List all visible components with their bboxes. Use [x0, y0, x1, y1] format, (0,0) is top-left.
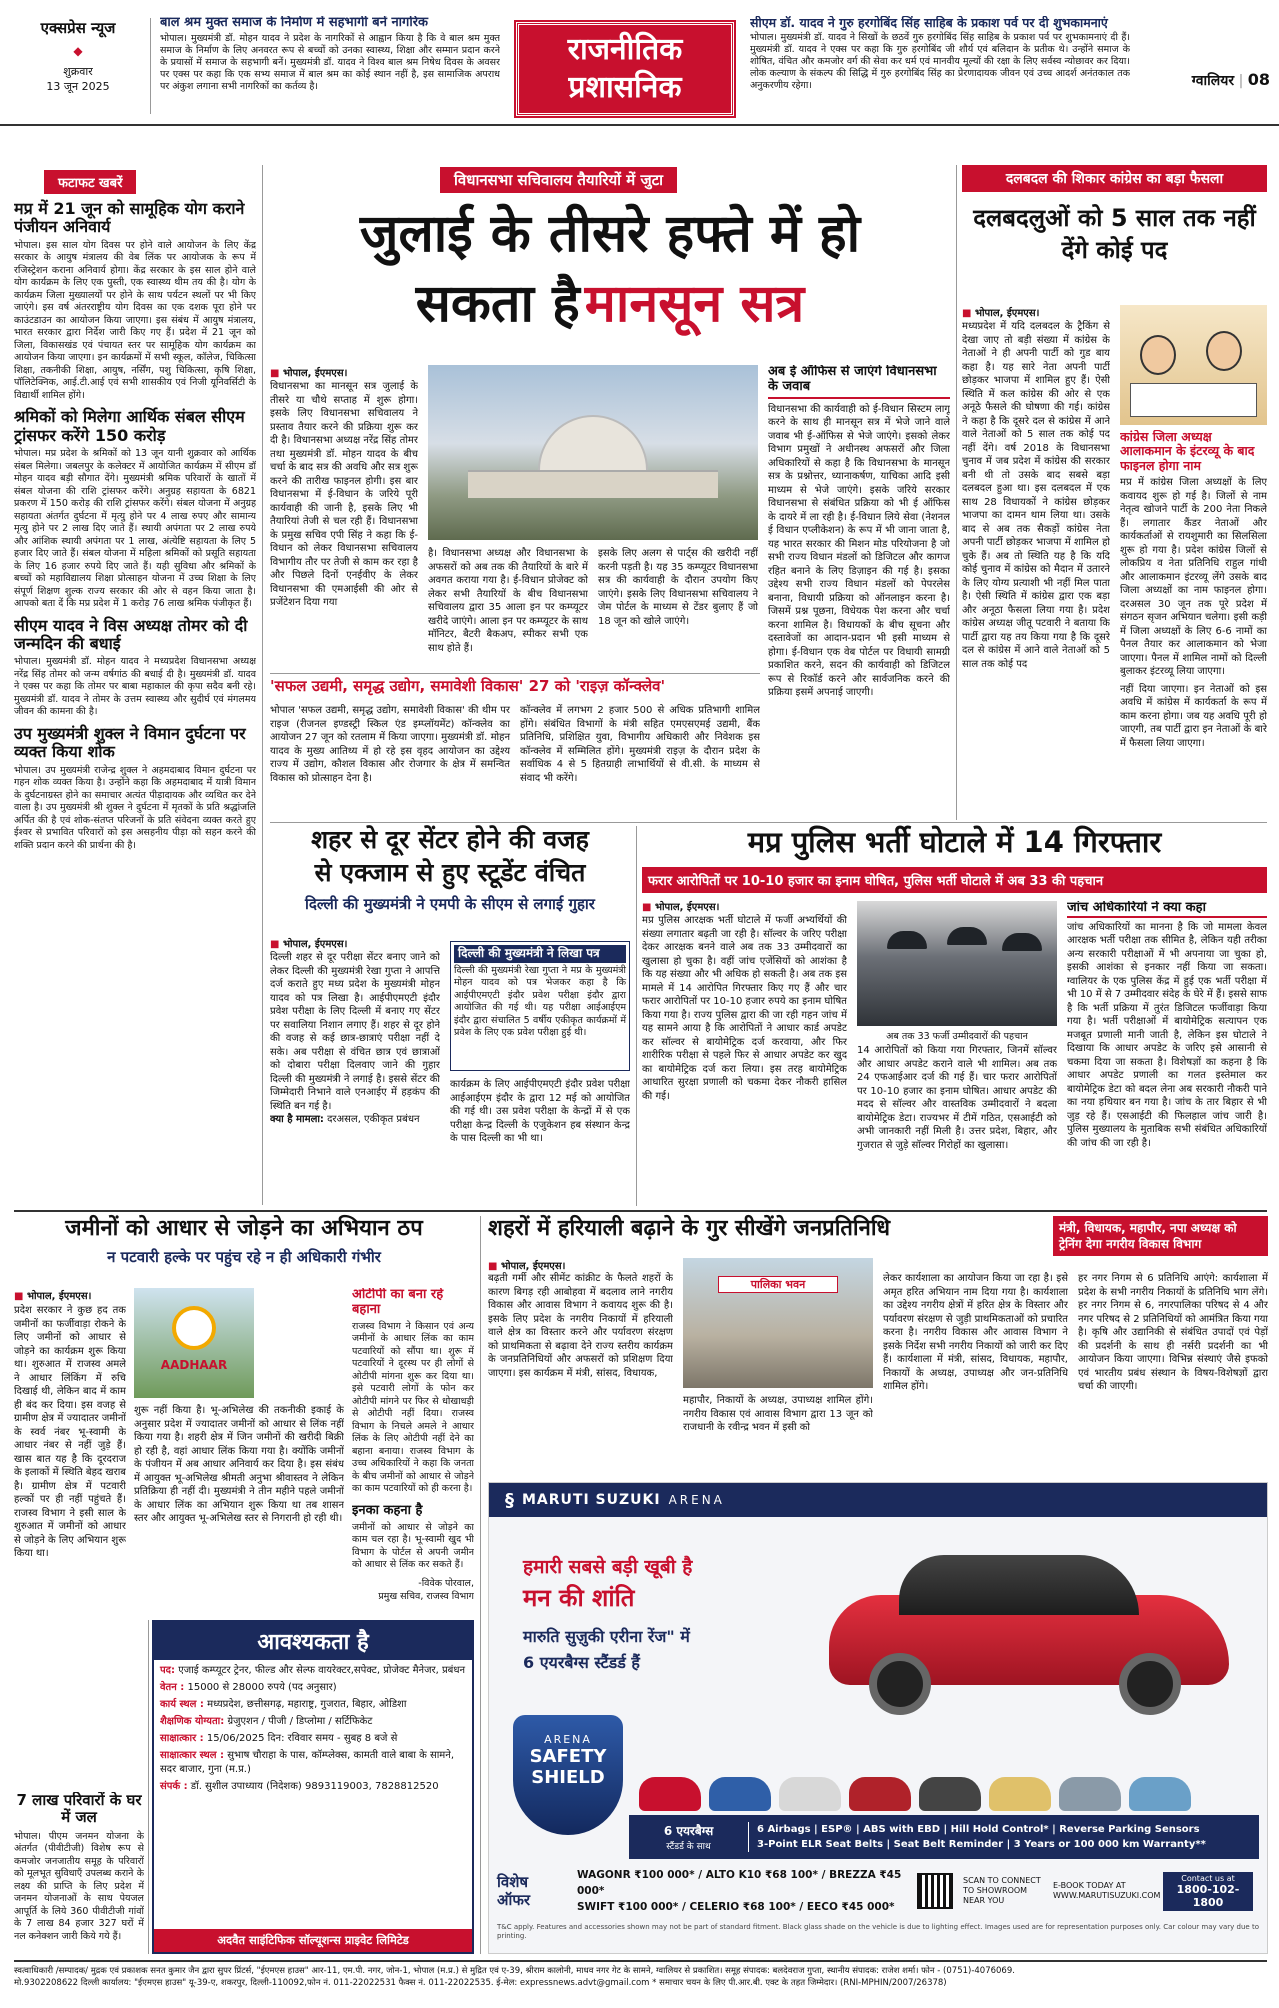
- bullet-icon: ■: [488, 1261, 501, 1272]
- defectors-body-2: नहीं दिया जाएगा। इन नेताओं को इस अवधि में कांग्रेस में कार्यकर्ता के रूप में काम करना होगा। जब यह अवधि पूरी हो जाएगी, तब पार्टी द्वारा इन नेताओं के बारे में फैसला लिया जाएगा।: [1120, 683, 1267, 749]
- jobs-row-label: संपर्क :: [160, 1781, 188, 1792]
- police-officers-title: जांच अधिकारियों ने क्या कहा: [1067, 901, 1267, 918]
- exam-story: [270, 826, 630, 1206]
- scan-text: SCAN TO CONNECT TO SHOWROOM NEAR YOU: [963, 1876, 1041, 1905]
- fatafat-column: [14, 170, 256, 1208]
- masthead-right-body: भोपाल। मुख्यमंत्री डॉ. यादव ने सिखों के छठवें गुरु हरगोबिंद सिंह साहिब के प्रकाश पर्व पर शुभकामनाएं दी हैं। मुख्यमंत्री डॉ. यादव ने एक्स पर कहा कि गुरु हरगोबिंद जी शौर्य एवं बलिदान के प्रतीक थे। उन्होंने समाज के शोषित, वंचित और कमजोर वर्ग की सेवा कर धर्म एवं मानवीय मूल्यों की रक्षा के लिए सर्वस्व न्योछावर कर दिया। लोक कल्याण के संकल्प की सिद्धि में गुरु हरगोबिंद सिंह का प्रेरणादायक जीवन एवं उच्च आदर्श अनंतकाल तक अनुकरणीय रहेगा।: [750, 32, 1130, 92]
- brand-name: एक्सप्रेस न्यूज: [40, 19, 116, 37]
- fatafat-item-body: भोपाल। मप्र प्रदेश के श्रमिकों को 13 जून यानी शुक्रवार को आर्थिक संबल मिलेगा। जबलपुर के कलेक्टर में आयोजित कार्यक्रम में सीएम डॉ मोहन यादव बड़ी सौगात देंगे। मुख्यमंत्री श्रमिक परिवारों के खातों में संबल योजना की राशि ट्रांसफर करेंगे। अनुग्रह सहायता के 6821 प्रकरण में 150 करोड़ की राशि ट्रांसफर करेंगे। संबल योजना में अनुग्रह सहायता अंतर्गत दुर्घटना में मृत्यु होने पर 4 लाख रुपए और सामान्य मृत्यु होने पर 2 लाख दिए जाते हैं। स्थायी अपंगता पर 2 लाख रुपये और आंशिक स्थायी अपंगता पर 1 लाख, अंत्येष्टि सहायता के लिए 5 हजार दिए जाते हैं। संबल योजना में महिला श्रमिकों को प्रसूति सहायता के लिए 16 हजार रुपये दिए जाते हैं। यही सुविधा और श्रमिकों के बच्चों को महाविद्यालय शिक्षा प्रोत्साहन योजना में उच्च शिक्षा के लिए संपूर्ण शिक्षण शुल्क राज्य सरकार की ओर से वहन किया जाता है। आपको बता दें कि मप्र प्रदेश में 1 करोड़ 76 लाख श्रमिक पंजीकृत हैं।: [14, 448, 256, 610]
- imprint-line-1: स्वत्वाधिकारी /सम्पादक/ मुद्रक एवं प्रकाशक सनत कुमार जैन द्वारा सुपर प्रिंटर्स, "ईएमएस हाउस" आर-11, एम.पी. नगर, जोन-1, भोपाल (म.प्र.) से मुद्रित एवं ए-39, श्रीराम कालोनी, माधव नगर गेट के सामने, ग्वालियर से प्रकाशित। समूह संपादक: बलदेवराज गुप्ता, स्थानीय संपादक: राजेश शर्मा। फोन - (0751)-4076069.: [14, 1966, 1015, 1976]
- fatafat-item-title: श्रमिकों को मिलेगा आर्थिक संबल सीएम ट्रांसफर करेंगे 150 करोड़: [14, 407, 245, 445]
- conclave-col-2: कॉन्क्लेव में लगभग 2 हजार 500 से अधिक प्रतिभागी शामिल होंगे। संबंधित विभागों के मंत्री सहित एमएसएमई उद्यमी, बैंक प्रतिनिधि, प्रशिक्षित युवा, विभागीय अधिकारी और निवेशक इस कॉन्क्लेव में सम्मिलित होंगे। मुख्यमंत्री राइज़ के दौरान प्रदेश के सर्वाधिक 4 से 5 हितग्राही लाभार्थियों से वी.सी. के माध्यम से संवाद भी करेंगे।: [520, 705, 760, 784]
- greenery-col-3: लेकर कार्यशाला का आयोजन किया जा रहा है। इसे अमृत हरित अभियान नाम दिया गया है। कार्यशाला का उद्देश्य नगरीय क्षेत्रों में हरित क्षेत्र के विस्तार और पर्यावरण संरक्षण से जुड़ी प्राथमिकताओं को प्रचारित करना है। नगरीय विकास और आवास विभाग ने इसके निर्देश सभी नगरीय निकायों को जारी कर दिए हैं। कार्यशाला में मंत्री, सांसद, विधायक, महापौर, निकायों के अध्यक्ष, उपाध्यक्ष और जन-प्रतिनिधि शामिल होंगे।: [883, 1273, 1068, 1392]
- byline-text: भोपाल, ईएमएस।: [282, 368, 348, 379]
- fatafat-item: [14, 617, 256, 719]
- monsoon-byline: [270, 365, 347, 379]
- police-photo: [857, 901, 1057, 1026]
- municipal-board-text: पालिका भवन: [718, 1276, 838, 1293]
- car-thumb: [709, 1777, 771, 1811]
- exam-letter-body: दिल्ली की मुख्यमंत्री रेखा गुप्ता ने मप्र के मुख्यमंत्री मोहन यादव को पत्र भेजकर कहा है कि आईपीएमएटी इंदौर प्रवेश परीक्षा इंदौर द्वारा आयोजित की गई थी। यह परीक्षा आईआईएम इंदौर द्वारा संचालित 5 वर्षीय एकीकृत कार्यक्रमों में प्रवेश के लिए एक प्रवेश परीक्षा हुई थी।: [454, 964, 626, 1039]
- exam-deck: दिल्ली की मुख्यमंत्री ने एमपी के सीएम से लगाई गुहार: [305, 894, 595, 913]
- issue-day: शुक्रवार: [63, 65, 93, 78]
- issue-date: 13 जून 2025: [46, 80, 110, 93]
- water-story: [14, 1792, 144, 1954]
- exam-headline-2: से एक्जाम से हुए स्टूडेंट वंचित: [314, 857, 586, 887]
- district-president-body: मप्र में कांग्रेस जिला अध्यक्षों के लिए कवायद शुरू हो गई है। जिलों से नाम नेतृत्व खोजने पार्टी के 200 नेता निकले हैं। लगातार कैंडर नेताओं और कार्यकर्ताओं से रायशुमारी का सिलसिला शुरू हो गया है। प्रदेश कांग्रेस जिलों से लोकप्रिय व नेता प्रतिनिधि राहुल गांधी और आलाकमान इंटरव्यू लेंगे उसके बाद जिला अध्यक्षों का नाम फाइनल होगा। दरअसल 30 जून तक पूरे प्रदेश में संगठन सृजन अभियान चलेगा। इसी कड़ी में जिला अध्यक्षों के लिए 6-6 नामों का पैनल तैयार कर आलाकमान को भेजा जाएगा। पैनल में शामिल नामों को दिल्ली बुलाकर इंटरव्यू लिया जाएगा।: [1120, 477, 1267, 678]
- assembly-photo: [428, 365, 758, 540]
- six-airbags: [629, 1822, 749, 1852]
- masthead-left-story: [160, 16, 500, 116]
- jobs-ad: [152, 1620, 474, 1954]
- page-folio: ग्वालियर | 08: [1191, 70, 1270, 89]
- offer-band: [497, 1867, 1261, 1915]
- land-col-1: प्रदेश सरकार ने कुछ हद तक जमीनों का फर्जीवाड़ा रोकने के लिए जमीनों को आधार से जोड़ने का कार्यक्रम शुरू किया था। शुरुआत में राजस्व अमले ने आधार लिंकिंग में रुचि दिखाई थी, लेकिन बाद में काम ही बंद कर दिया। इस वजह से ग्रामीण क्षेत्र में ज्यादातर जमीनों के स्वर्व नंबर भू-स्वामी के आधार नंबर से नहीं जुड़े हैं। खास बात यह है कि दूरदराज के इलाकों में स्थिति बेहद खराब है। ग्रामीण क्षेत्र में पटवारी हल्कों पर ही नहीं पहुंचते हैं। राजस्व विभाग ने इसी साल के शुरुआत में जमीनों को आधार से जोड़ने के लिए अभियान शुरू किया था।: [14, 1305, 126, 1559]
- ad-brand-sub: ARENA: [668, 1493, 725, 1507]
- monsoon-headline-2b: मानसून सत्र: [584, 274, 805, 334]
- fatafat-item: [14, 408, 256, 610]
- six-airbags-label: 6 एयरबैग्स: [663, 1824, 714, 1838]
- defectors-strap: दलबदल की शिकार कांग्रेस का बड़ा फैसला: [962, 165, 1267, 192]
- municipal-photo: [683, 1258, 873, 1388]
- jobs-row-label: साक्षात्कार :: [160, 1733, 204, 1744]
- car-thumb: [779, 1777, 841, 1811]
- car-thumb: [1059, 1777, 1121, 1811]
- jobs-footer: अदवैत साइंटिफिक सॉल्यूशन्स प्राइवेट लिमिटेड: [154, 1929, 472, 1952]
- greenery-col-1: बढ़ती गर्मी और सीमेंट कांक्रीट के फैलते शहरों के कारण बिगड़ रही आबोहवा में बदलाव लाने नगरीय विकास और आवास विभाग ने कवायद शुरू की है। इसके लिए प्रदेश के नगरीय निकायों में हरियाली वाले क्षेत्र का विस्तार करने और पर्यावरण संरक्षण को प्राथमिकता से बढ़ावा देने राज्य स्तरीय कार्यक्रम के जनप्रतिनिधियों और अफसरों को प्रशिक्षण दिया जाएगा। इस कार्यक्रम में मंत्री, सांसद, विधायक,: [488, 1273, 673, 1379]
- ad-fine-print: T&C apply. Features and accessories shown may not be part of standard fitment. Black glass shade on the vehicle is due to lighting effect. Images used are for representation purposes only. Car colour may vary due to printing.: [497, 1923, 1259, 1940]
- byline-text: भोपाल, ईएमएस।: [974, 308, 1040, 319]
- features-band: [629, 1815, 1259, 1859]
- police-officers-body: जांच अधिकारियों का मानना है कि जो मामला केवल आरक्षक भर्ती परीक्षा तक सीमित है, लेकिन यही तरीका अन्य सरकारी परीक्षाओं में भी अपनाया जा चुका हो, इसकी आशंका से इनकार नहीं किया जा सकता। ग्वालियर के एक पुलिस केंद्र में हुई एक भर्ती परीक्षा में भी 10 में से 7 उम्मीदवार संदेह के घेरे में हैं। इससे साफ है कि भर्ती प्रक्रिया में तुरंत डिजिटल फर्जीवाड़ा किया गया है। भर्ती परीक्षाओं में बायोमेट्रिक सत्यापन एक मजबूत प्रणाली मानी जाती है, लेकिन इस घोटाले ने दिखाया कि आधार अपडेट के जरिए इसे आसानी से चकमा दिया जा सकता है। विशेषज्ञों का कहना है कि आधार अपडेट प्रणाली का गलत इस्तेमाल कर बायोमेट्रिक डेटा को बदल लेना अब सरकारी नौकरी पाने का नया हथियार बन गया है। जांच के तार बिहार से भी जुड़ रहे हैं। एसआईटी की फिलहाल जांच जारी है। पुलिस मुख्यालय के मुताबिक सभी संबंधित अधिकारियों की जांच की जा रही है।: [1067, 921, 1267, 1149]
- quote-title: इनका कहना है: [352, 1502, 423, 1518]
- jobs-row-label: पद:: [160, 1665, 175, 1676]
- jobs-row-label: वेतन :: [160, 1682, 185, 1693]
- jobs-row: [160, 1780, 466, 1794]
- masthead: [0, 0, 1279, 122]
- bullet-icon: ■: [14, 1291, 27, 1302]
- defectors-body-1: मध्यप्रदेश में यदि दलबदल के ट्रैकिंग से देखा जाए तो बड़ी संख्या में कांग्रेस के नेताओं ने ही अपनी पार्टी को गुड बाय कहा है। यह सारे नेता अपनी पार्टी छोड़कर भाजपा में शामिल हुए हैं। ऐसी स्थिति में कल कांग्रेस की ओर से एक अनूठे फैसले की घोषणा की गई। कांग्रेस ने कहा है कि दूसरे दल से कांग्रेस में आने वाले नेताओं को 5 साल तक कोई पद नहीं देंगे। वर्ष 2018 के विधानसभा चुनाव में जब प्रदेश में कांग्रेस की सरकार बनी थी तो उसके बाद सबसे बड़ा दलबदल हुआ था। इस दलबदल में एक साथ 28 विधायकों ने कांग्रेस छोड़कर भाजपा का दामन थाम लिया था। उसके बाद से अब तक सैकड़ों कांग्रेस नेता अपनी पार्टी छोड़कर भाजपा में शामिल हो चुके हैं। अब तो स्थिति यह है कि यदि कोई चुनाव में कांग्रेस को मैदान में उतारने के लिए योग्य प्रत्याशी भी नहीं मिल पाता है। ऐसी स्थिति में कांग्रेस द्वारा एक बड़ा और अनूठा फैसला लिया गया है। प्रदेश कांग्रेस अध्यक्ष जीतू पटवारी ने बताया कि पार्टी द्वारा यह तय किया गया है कि दूसरे दल से कांग्रेस में आने वाले नेताओं को 5 साल तक कोई पद: [962, 321, 1110, 670]
- otp-body: राजस्व विभाग ने किसान एवं अन्य जमीनों के आधार लिंक का काम पटवारियों को सौंपा था। शुरू में पटवारियों ने दूरस्थ पर ही लोगों से ओटीपी मांगना शुरू कर दिया था। इसे पटवारी लोगों के फोन कर ओटीपी मांगने पर फिर से धोखाधड़ी से ओटीपी नहीं दिया। राजस्व विभाग के निचले अमले ने आधार लिंक के लिए ओटीपी नहीं देने का बहाना बनाया। राजस्व विभाग के उच्च अधिकारियों ने कहा कि जनता के बीच जमीनों को आधार से जोड़ने का काम पटवारियों को ही करना है।: [352, 1320, 474, 1495]
- ad-tagline-1: हमारी सबसे बड़ी खूबी है: [523, 1556, 693, 1578]
- conclave-col-1: भोपाल 'सफल उद्यमी, समृद्ध उद्योग, समावेशी विकास' की थीम पर राइज (रीजनल इण्डस्ट्री स्किल एंड इम्प्लॉयमेंट) कॉन्क्लेव का आयोजन 27 जून को रतलाम में किया जाएगा। मुख्यमंत्री डॉ. मोहन यादव के मुख्य आतिथ्य में हो रहे इस वृहद आयोजन का उद्देश्य राज्य में उद्योग, कौशल विकास और रोजगार के क्षेत्र में समन्वित विकास को प्रोत्साहन देना है।: [270, 705, 510, 784]
- exam-col-1-tail: [270, 1113, 440, 1127]
- exam-col-1: [270, 951, 440, 1203]
- suzuki-logo-icon: §: [505, 1489, 514, 1511]
- offer-prices: [577, 1867, 907, 1915]
- cartoon-illustration: [1120, 305, 1267, 425]
- jobs-row: [160, 1681, 466, 1695]
- jobs-row: [160, 1698, 466, 1712]
- jobs-row-label: शैक्षणिक योग्यता:: [160, 1716, 225, 1727]
- exam-letter-box: [450, 941, 630, 1071]
- land-deck: न पटवारी हल्के पर पहुंच रहे न ही अधिकारी गंभीर: [107, 1248, 381, 1267]
- car-thumb: [849, 1777, 911, 1811]
- jobs-row: [160, 1732, 466, 1746]
- defectors-byline: [962, 305, 1039, 319]
- byline-text: भोपाल, ईएमएस।: [654, 902, 720, 913]
- land-col-2: शुरू नहीं किया है। भू-अभिलेख की तकनीकी इकाई के अनुसार प्रदेश में ज्यादातर जमीनों को आधार से लिंक नहीं किया गया है। शहरी क्षेत्र में जिन जमीनों की खरीदी बिक्री हो रही है, वहां आधार लिंक किया गया है। क्योंकि जमीनों के पंजीयन में अब आधार अनिवार्य कर दिया है। इस संबंध में आयुक्त भू-अभिलेख श्रीमती अनुभा श्रीवास्तव ने लेकिन प्रतिक्रिया ही नहीं दी। मुख्यमंत्री ने तीन महीने पहले जमीनों के आधार लिंक का अभियान शुरू किया था तब शासन स्तर और आयुक्त भू-अभिलेख स्तर से निगरानी हो रही थी।: [134, 1405, 344, 1524]
- monsoon-story: [270, 165, 950, 820]
- water-headline: 7 लाख परिवारों के घर में जल: [16, 1792, 142, 1827]
- police-cap-icon: [887, 931, 927, 949]
- greenery-col-4: हर नगर निगम से 6 प्रतिनिधि आएंगे: कार्यशाला में प्रदेश के सभी नगरीय निकायों के प्रतिनिधि भाग लेंगे। हर नगर निगम से 6, नगरपालिका परिषद से 4 और नगर परिषद से 2 प्रतिनिधियों को आमंत्रित किया गया है। कृषि और उद्यानिकी से संबंधित उपादों एवं पेड़ों की प्रदर्शनी के साथ ही नर्सरी प्रदर्शनी का भी आयोजन किया जाएगा। विभिन्न संस्थाएं जैसे इफको एवं भारतीय प्रबंध संस्थान के विषय-विशेषज्ञों द्वारा चर्चा की जाएगी।: [1078, 1273, 1268, 1392]
- police-strap: फरार आरोपितों पर 10-10 हजार का इनाम घोषित, पुलिस भर्ती घोटाले में अब 33 की पहचान: [642, 867, 1267, 893]
- fatafat-item-body: भोपाल। इस साल योग दिवस पर होने वाले आयोजन के लिए केंद्र सरकार के आयुष मंत्रालय की वेब लिंक पर आयोजक के रूप में रजिस्ट्रेशन कराना अनिवार्य होगा। केंद्र सरकार के इस साल होने वाले योग कार्यक्रम के लिए एक पुस्ती, एक स्वास्थ्य थीम तय की है। योग के कार्यक्रम जिला मुख्यालयों पर होने के साथ पर्यटन स्थलों पर भी किए जाएंगे। इस वर्ष अंतरराष्ट्रीय योग दिवस का एक दशक पूरा होने पर काउंटडाउन का आयोजन किया जाएगा। इस संबंध में आयुष मंत्रालय, भारत सरकार द्वारा निर्देश जारी किए गए हैं। प्रदेश में 21 जून को जिला, विकासखंड एवं पंचायत स्तर पर सामूहिक योग कार्यक्रम का आयोजन किया जाएगा। इन कार्यक्रमों में सभी स्कूल, कॉलेज, चिकित्सा शिक्षा, तकनीकी शिक्षा, आयुष, नर्सिंग, पशु चिकित्सा, कृषि शिक्षा, पॉलिटेक्निक, आई.टी.आई एवं सभी शासकीय एवं निजी यूनिवर्सिटी के विद्यार्थी शामिल होंगे।: [14, 239, 256, 401]
- quote-body: जमीनों को आधार से जोड़ने का काम चल रहा है। भू-स्वामी खुद भी विभाग के पोर्टल से अपनी जमीन को आधार से लिंक कर सकते हैं।: [352, 1521, 474, 1571]
- police-caption: अब तक 33 फर्जी उम्मीदवारों की पहचान: [886, 1031, 1028, 1042]
- car-thumb: [1129, 1777, 1191, 1811]
- ad-subline-1: मारुति सुज़ुकी एरीना रेंज" में: [523, 1627, 690, 1646]
- offer-label-line: ऑफर: [497, 1891, 531, 1909]
- fatafat-item: [14, 725, 256, 852]
- safety-shield: [513, 1715, 623, 1835]
- greenery-headline: शहरों में हरियाली बढ़ाने के गुर सीखेंगे जनप्रतिनिधि: [488, 1216, 891, 1241]
- monsoon-sidebar-body: विधानसभा की कार्यवाही को ई-विधान सिस्टम लागू करने के साथ ही मानसून सत्र में भेजे जाने वाले जवाब भी ई-ऑफिस से भेजे जाएंगे। इसको लेकर विभाग प्रमुखों ने अधीनस्थ अफसरों और जिला अधिकारियों से कहा है कि विधानसभा के मानसून सत्र के प्रश्नोत्तर, ध्यानाकर्षण, याचिका आदि इसी माध्यम से भेजे जाएंगे। इसके जरिये सरकार विधानसभा से संबंधित प्रक्रिया को भी ई ऑफिस के दायरे में ला रही है। ई-विधान लिये सेवा (नेशनल ई विधान एप्लीकेशन) के रूप में भी जाना जाता है, यह भारत सरकार की मिशन मोड परियोजना है जो सभी राज्य विधान मंडलों को डिजिटल और कागज रहित बनाने के लिए डिज़ाइन की गई है। इसका उद्देश्य सभी राज्य विधान मंडलों को पेपरलेस बनाना, विधायी प्रक्रिया को ऑनलाइन करना है। जिसमें प्रश्न पूछना, विधेयक पेश करना और चर्चा करना शामिल है। विधायकों के बीच सूचना और दस्तावेजों का आदान-प्रदान भी इसी माध्यम से होगा। ई-विधान एक वेब पोर्टल पर विधायी सामग्री प्रकाशित करने, सदन की कार्यवाही को डिजिटल रूप से रिकॉर्ड करने और सार्वजनिक करने की प्रक्रिया इसमें अपनाई जाएगी।: [768, 403, 950, 699]
- fatafat-item-title: उप मुख्यमंत्री शुक्ल ने विमान दुर्घटना पर व्यक्त किया शोक: [14, 723, 246, 762]
- car-thumb: [919, 1777, 981, 1811]
- byline-text: भोपाल, ईएमएस।: [282, 939, 348, 950]
- quote-role: प्रमुख सचिव, राजस्व विभाग: [378, 1590, 474, 1602]
- police-byline: [642, 899, 719, 913]
- offer-label: [497, 1873, 567, 1909]
- greenery-story: [488, 1216, 1268, 1481]
- car-illustration: [789, 1535, 1249, 1725]
- exam-col-1-text: दिल्ली शहर से दूर परीक्षा सेंटर बनाए जाने को लेकर दिल्ली की मुख्यमंत्री रेखा गुप्ता ने आपत्ति दर्ज कराते हुए मध्य प्रदेश के मुख्यमंत्री मोहन यादव को पत्र लिखा है। आईपीएमएटी इंदौर प्रवेश परीक्षा के लिए दिल्ली में बनाए गए सेंटर पर सवालिया निशान लगाए हैं। शहर से दूर होने की वजह से कई छात्र-छात्राएं परीक्षा नहीं दे सके। अब परीक्षा से वंचित छात्र एवं छात्राओं को दोबारा परीक्षा दिलवाए जाने की गुहार दिल्ली की मुख्यमंत्री ने लगाई है। इससे सेंटर की जिम्मेदारी निभाने वाले एनआईए में हड़कंप की स्थिति बन गई है।: [270, 952, 440, 1112]
- monsoon-headline-2: [270, 275, 950, 335]
- contact-box[interactable]: [1163, 1872, 1253, 1911]
- district-president-box: [1120, 430, 1267, 820]
- jobs-row: [160, 1715, 466, 1729]
- defectors-story: [962, 165, 1267, 820]
- monsoon-kicker: विधानसभा सचिवालय तैयारियों में जुटा: [440, 167, 677, 193]
- ad-tagline-2: मन की शांति: [523, 1584, 635, 1612]
- city-name: ग्वालियर: [1191, 73, 1235, 89]
- masthead-right-story: [750, 16, 1130, 116]
- district-president-title: कांग्रेस जिला अध्यक्ष आलाकमान के इंटरव्यू के बाद फाइनल होगा नाम: [1120, 430, 1255, 473]
- car-thumb: [989, 1777, 1051, 1811]
- monsoon-sidebar-title: अब ई ऑफिस से जाएंगे विधानसभा के जवाब: [768, 365, 950, 399]
- exam-tail-text: दरअसल, एकीकृत प्रबंधन: [327, 1114, 420, 1125]
- offer-line: WAGONR ₹100 000* / ALTO K10 ₹68 100* / BREZZA ₹45 000*: [577, 1869, 902, 1897]
- defectors-headline: दलबदलुओं को 5 साल तक नहीं देंगे कोई पद: [973, 204, 1256, 264]
- qr-code-icon[interactable]: [917, 1873, 953, 1909]
- fatafat-item-title: सीएम यादव ने विस अध्यक्ष तोमर को दी जन्मदिन की बधाई: [14, 615, 248, 653]
- jobs-row-value: 15000 से 28000 रुपये (पद अनुसार): [187, 1682, 337, 1693]
- jobs-row-value: एजाई कम्प्यूटर ट्रेनर, फील्ड और सेल्फ वायरेक्टर,सपेक्ट, प्रोजेक्ट मैनेजर, प्रबंधन: [178, 1665, 466, 1676]
- exam-col-2: कार्यक्रम के लिए आईपीएमएटी इंदौर प्रवेश परीक्षा आईआईएम इंदौर के द्वारा 12 मई को आयोजित की गई थी। उस प्रवेश परीक्षा के केन्द्रों में से एक परीक्षा केन्द्र दिल्ली के एजुकेशन हब संस्थान केन्द्र के पास दिल्ली का भी था।: [450, 1079, 630, 1144]
- ebook-text[interactable]: E-BOOK TODAY AT WWW.MARUTISUZUKI.COM: [1053, 1881, 1161, 1900]
- ad-header: [489, 1483, 1268, 1517]
- police-col-2: 14 आरोपितों को किया गया गिरफ्तार, जिनमें सॉल्वर और आधार अपडेट कराने वाले भी शामिल। अब तक 24 एफआईआर दर्ज की गई हैं। चार फरार आरोपितों पर 10-10 हजार का इनाम घोषित। आधार अपडेट की मदद से सॉल्वर और वास्तविक उम्मीदवारों ने बदला बायोमेट्रिक डेटा। राज्यभर में टीमें गठित, एसआईटी को अभी जानकारी नहीं मिली है। उत्तर प्रदेश, बिहार, और गुजरात से जुड़े सॉल्वर गिरोहों का खुलासा।: [857, 1045, 1057, 1151]
- assembly-dome-icon: [538, 415, 648, 475]
- greenery-byline: [488, 1258, 565, 1272]
- wheel-icon: [1119, 1653, 1181, 1715]
- offer-label-line: विशेष: [497, 1873, 529, 1891]
- contact-label: Contact us at: [1181, 1873, 1235, 1883]
- fatafat-item-body: भोपाल। उप मुख्यमंत्री राजेन्द्र शुक्ल ने अहमदाबाद विमान दुर्घटना पर गहन शोक व्यक्त किया है। उन्होंने कहा कि अहमदाबाद में यात्री विमान के दुर्घटनाग्रस्त होने का समाचार अत्यंत पीड़ादायक और व्यथित कर देने वाला है। उप मुख्यमंत्री श्री शुक्ल ने दुर्घटना में मृतकों के प्रति श्रद्धांजलि अर्पित की है एवं शोक-संतप्त परिजनों के प्रति संवेदना व्यक्त करते हुए ईश्वर से प्रभावित परिवारों को इस असहनीय पीड़ा को सहन करने की शक्ति प्रदान करने की प्रार्थना की है।: [14, 764, 256, 851]
- police-cap-icon: [947, 927, 987, 945]
- police-col-1: मप्र पुलिस आरक्षक भर्ती घोटाले में फर्जी अभ्यर्थियों की संख्या लगातार बढ़ती जा रही है। सॉल्वर के जरिए परीक्षा देकर आरक्षक बनने वाले अब तक 33 उम्मीदवारों का खुलासा हो चुका है। वहीं जांच एजेंसियों को आशंका है कि यह संख्या और भी अधिक हो सकती है। अब तक इस मामले में 14 आरोपित गिरफ्तार किए गए हैं और चार फरार आरोपितों पर 10-10 हजार रुपये का इनाम घोषित किया गया है। राज्य पुलिस द्वारा की जा रही गहन जांच में यह सामने आया है कि आरोपितों ने आधार कार्ड अपडेट कर सॉल्वर से बायोमेट्रिक दर्ज करवाया, और फिर शारीरिक परीक्षा से पहले फिर से आधार अपडेट कर खुद का बायोमेट्रिक दर्ज करा लिया। इस तरह बायोमेट्रिक आधारित सुरक्षा प्रणाली को चकमा देकर नौकरी हासिल की गई।: [642, 915, 847, 1102]
- imprint-line-2: मो.9302208622 दिल्ली कार्यालय: "ईएमएस हाउस" यू-39-ए, शकरपुर, दिल्ली-110092,फोन नं. 011-22022531 फैक्स नं. 011-22022535. ई-मेल: expressnews.advt@gmail.com * समाचार चयन के लिए पी.आर.बी. एक्ट के तहत जिम्मेदार। (RNI-MPHIN/2007/26378): [14, 1978, 947, 1988]
- fatafat-item: [14, 200, 256, 402]
- land-headline: जमीनों को आधार से जोड़ने का अभियान ठप: [65, 1216, 423, 1241]
- greenery-strap: मंत्री, विधायक, महापौर, नपा अध्यक्ष को ट्रेनिंग देगा नगरीय विकास विभाग: [1053, 1216, 1268, 1256]
- monsoon-headline-2a: सकता है: [415, 274, 580, 334]
- fatafat-item-body: भोपाल। मुख्यमंत्री डॉ. मोहन यादव ने मध्यप्रदेश विधानसभा अध्यक्ष नरेंद्र सिंह तोमर को जन्म वर्षगांठ की बधाई दी है। मुख्यमंत्री डॉ. यादव ने एक्स पर कहा कि तोमर पर बाबा महाकाल की कृपा सदैव बनी रहे। मुख्यमंत्री डॉ. यादव ने तोमर के उत्तम स्वास्थ्य और सुदीर्घ एवं मंगलमय जीवन की कामना की है।: [14, 656, 256, 718]
- monsoon-col-2: है। विधानसभा अध्यक्ष और विधानसभा के अफसरों को अब तक की तैयारियों के बारे में अवगत कराया गया है। ई-विधान प्रोजेक्ट को लेकर सभी तैयारियों के बीच विधानसभा सचिवालय द्वारा 35 आला इन पर कम्प्यूटर खरीदे जाएंगे। आला इन पर कम्प्यूटर के साथ मॉनिटर, बैटरी बैकअप, स्पीकर सभी एक साथ होते हैं।: [428, 548, 588, 654]
- bullet-icon: ■: [270, 939, 283, 950]
- police-headline: मप्र पुलिस भर्ती घोटाले में 14 गिरफ्तार: [747, 825, 1162, 859]
- byline-text: भोपाल, ईएमएस।: [500, 1261, 566, 1272]
- otp-title: ओटीपी का बना रहे बहाना: [352, 1288, 444, 1317]
- aadhaar-image: [134, 1288, 254, 1398]
- land-byline: [14, 1288, 91, 1302]
- fatafat-item-title: मप्र में 21 जून को सामूहिक योग कराने पंजीयन अनिवार्य: [14, 199, 245, 237]
- police-cap-icon: [1002, 933, 1042, 951]
- section-title-box: [516, 22, 734, 116]
- imprint-footer: [14, 1965, 1267, 2003]
- greenery-col-2: महापौर, निकायों के अध्यक्ष, उपाध्यक्ष शामिल होंगे। नगरीय विकास एवं आवास विभाग द्वारा 13 जून को राजधानी के रवीन्द्र भवन में इसी को: [683, 1395, 873, 1433]
- jobs-title: आवश्यकता है: [154, 1622, 472, 1660]
- jobs-rows: [154, 1660, 472, 1798]
- ad-brand: MARUTI SUZUKI: [522, 1492, 661, 1508]
- cartoon-face-icon: [1206, 331, 1242, 371]
- features-line-2: 3-Point ELR Seat Belts | Seat Belt Reminder | 3 Years or 100 000 km Warranty**: [757, 1839, 1206, 1850]
- byline-text: भोपाल, ईएमएस।: [26, 1291, 92, 1302]
- monsoon-col-1: विधानसभा का मानसून सत्र जुलाई के तीसरे या चौथे सप्ताह में शुरू होगा। इसके लिए विधानसभा सचिवालय ने प्रस्ताव तैयार करने की प्रक्रिया शुरू कर दी है। विधानसभा अध्यक्ष नरेंद्र सिंह तोमर तथा मुख्यमंत्री डॉ. मोहन यादव के बीच चर्चा के बाद सत्र की अवधि और सत्र शुरू करने की तारीख फाइनल होगी। इस बार विधानसभा में ई-विधान के जरिये पूरी कार्यवाही की जानी है, इसके लिए भी तैयारियां तेजी से चल रही हैं। विधानसभा के प्रमुख सचिव एपी सिंह ने कहा कि ई-विधान को लेकर विधानसभा सचिवालय विभागीय तौर पर तेजी से काम कर रहा है और पिछले दिनों एनईवीए के लेकर विधानसभा की एमआईसी की ओर से प्रजेंटेशन दिया गया: [270, 381, 418, 608]
- six-airbags-sub: स्टैंडर्ड के साथ: [666, 1842, 711, 1852]
- exam-byline: [270, 936, 347, 950]
- masthead-right-title: सीएम डॉ. यादव ने गुरु हरगोबिंद सिंह साहिब के प्रकाश पर्व पर दी शुभकामनाएं: [750, 16, 1108, 30]
- brand-block: [18, 18, 138, 118]
- jobs-row-label: साक्षात्कार स्थल :: [160, 1750, 224, 1761]
- monsoon-headline-1: जुलाई के तीसरे हफ्ते में हो: [359, 204, 861, 264]
- conclave-story: [270, 673, 760, 813]
- conclave-title: 'सफल उद्यमी, समृद्ध उद्योग, समावेशी विकास' 27 को 'राइज़ कॉन्क्लेव': [270, 677, 666, 695]
- shield-line-3: SHIELD: [531, 1767, 605, 1788]
- jobs-row: [160, 1749, 466, 1777]
- cartoon-face-icon: [1140, 335, 1176, 375]
- maruti-ad: [488, 1482, 1268, 1954]
- quote-name: -विवेक पोरवाल,: [418, 1577, 474, 1589]
- monsoon-col-3: इसके लिए अलग से पार्ट्स की खरीदी नहीं करनी पड़ती है। यह 35 कम्प्यूटर विधानसभा सत्र की कार्यवाही के दौरान उपयोग किए जाएंगे। इसके लिए विधानसभा सचिवालय ने जेम पोर्टल के माध्यम से टेंडर बुलाए हैं जो 18 जून को खोले जाएंगे।: [598, 548, 758, 627]
- brand-diamond-icon: ◆: [73, 44, 83, 58]
- police-officers-box: [1067, 901, 1267, 1204]
- ad-subline-2: 6 एयरबैग्स स्टैंडर्ड हैं: [523, 1653, 640, 1672]
- car-thumb: [639, 1777, 701, 1811]
- exam-tail-label: क्या है मामला:: [270, 1114, 324, 1125]
- monsoon-sidebar: [768, 365, 950, 815]
- jobs-row-label: कार्य स्थल :: [160, 1699, 204, 1710]
- bullet-icon: ■: [962, 308, 975, 319]
- masthead-left-body: भोपाल। मुख्यमंत्री डॉ. मोहन यादव ने प्रदेश के नागरिकों से आह्वान किया है कि वे बाल श्रम मुक्त समाज के निर्माण के लिए अनवरत रूप से बच्चों को उनका स्वास्थ्य, शिक्षा और सम्मान प्रदान करने के प्रयासों में समाज के सहभागी बनें। मुख्यमंत्री डॉ. यादव ने विश्व बाल श्रम निषेध दिवस के अवसर पर एक्स पर कहा कि एक सभ्य समाज में बाल श्रम का कोई स्थान नहीं है, इस सामाजिक अपराध पर अंकुश लगाना सभी नागरिकों का कर्तव्य है।: [160, 32, 500, 92]
- jobs-row-value: डॉ. सुशील उपाध्याय (निदेशक) 9893119003, 7828812520: [190, 1781, 439, 1792]
- water-body: भोपाल। पीएम जनमन योजना के अंतर्गत (पीवीटीजी) विशेष रूप से कमजोर जनजातीय समूह के परिवारों को मूलभूत सुविधाएँ उपलब्ध कराने के लक्ष्य की प्राप्ति के लिए प्रदेश में जनमन योजनाओं के साथ पेयजल आपूर्ति के लिये 360 पीवीटीजी गांवों के 7 लाख 84 हजार 327 घरों में नल कनेक्शन जारी किये गये हैं।: [14, 1830, 144, 1942]
- jobs-row-value: ग्रेजुएशन / पीजी / डिप्लोमा / सर्टिफिकेट: [227, 1716, 373, 1727]
- aadhaar-logo-text: AADHAAR: [160, 1358, 228, 1372]
- offer-line: SWIFT ₹100 000* / CELERIO ₹68 100* / EECO ₹45 000*: [577, 1901, 895, 1913]
- page-number: 08: [1247, 70, 1270, 89]
- shield-line-2: SAFETY: [529, 1746, 607, 1767]
- bullet-icon: ■: [270, 368, 283, 379]
- wheel-icon: [869, 1653, 931, 1715]
- bullet-icon: ■: [642, 902, 655, 913]
- features-line-1: 6 Airbags | ESP® | ABS with EBD | Hill Hold Control* | Reverse Parking Sensors: [757, 1824, 1200, 1835]
- jobs-row-value: 15/06/2025 दिन: रविवार समय - सुबह 8 बजे से: [206, 1733, 398, 1744]
- jobs-row-value: सुभाष चौराहा के पास, कॉम्प्लेक्स, कामती वाले बाबा के सामने, सदर बाजार, गुना (म.प्र.): [160, 1750, 455, 1775]
- jobs-row-value: मध्यप्रदेश, छत्तीसगढ़, महाराष्ट्र, गुजरात, बिहार, ओडिशा: [207, 1699, 407, 1710]
- police-story: [642, 826, 1267, 1206]
- aadhaar-logo-icon: [172, 1306, 216, 1350]
- jobs-row: [160, 1664, 466, 1678]
- contact-number: 1800-102-1800: [1176, 1882, 1240, 1909]
- exam-headline-1: शहर से दूर सेंटर होने की वजह: [311, 825, 589, 854]
- masthead-left-title: बाल श्रम मुक्त समाज के निर्माण में सहभागी बनें नागरिक: [160, 16, 429, 30]
- fatafat-label: फटाफट खबरें: [44, 170, 136, 194]
- car-range-row: [639, 1751, 1259, 1811]
- exam-letter-title: दिल्ली की मुख्यमंत्री ने लिखा पत्र: [454, 945, 626, 963]
- shield-line-1: ARENA: [544, 1733, 592, 1746]
- section-title: राजनीतिक प्रशासनिक: [567, 32, 683, 105]
